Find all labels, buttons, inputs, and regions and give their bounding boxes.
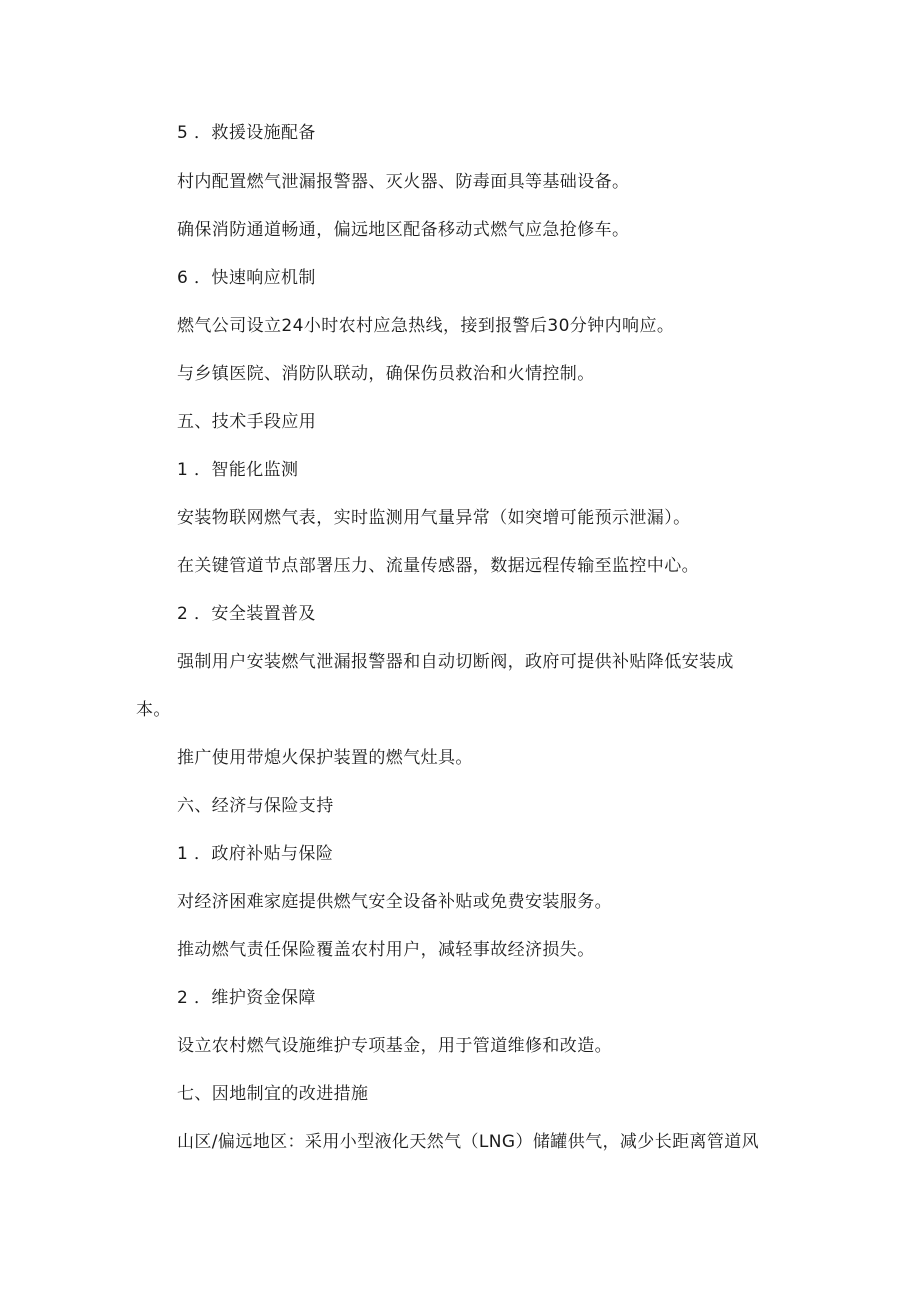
paragraph-line: 山区/偏远地区：采用小型液化天然气（LNG）储罐供气，减少长距离管道风 — [177, 1132, 760, 1152]
chapter-heading-technical-means: 五、技术手段应用 — [177, 412, 317, 432]
section-heading-safety-devices: 2 ．安全装置普及 — [177, 604, 316, 624]
section-heading-subsidy-insurance: 1 ．政府补贴与保险 — [177, 844, 334, 864]
chapter-heading-local-measures: 七、因地制宜的改进措施 — [177, 1084, 369, 1104]
chapter-heading-economic-support: 六、经济与保险支持 — [177, 796, 334, 816]
paragraph-line: 安装物联网燃气表，实时监测用气量异常（如突增可能预示泄漏）。 — [177, 508, 691, 528]
section-heading-maintenance-funds: 2 ．维护资金保障 — [177, 988, 316, 1008]
paragraph-line: 在关键管道节点部署压力、流量传感器，数据远程传输至监控中心。 — [177, 556, 699, 576]
paragraph-line-continuation: 本。 — [136, 700, 171, 720]
paragraph-line: 推动燃气责任保险覆盖农村用户，减轻事故经济损失。 — [177, 940, 595, 960]
section-heading-rapid-response: 6 ．快速响应机制 — [177, 268, 316, 288]
section-heading-smart-monitoring: 1 ．智能化监测 — [177, 460, 299, 480]
paragraph-line: 强制用户安装燃气泄漏报警器和自动切断阀，政府可提供补贴降低安装成 — [177, 652, 734, 672]
paragraph-line: 设立农村燃气设施维护专项基金，用于管道维修和改造。 — [177, 1036, 612, 1056]
paragraph-line: 对经济困难家庭提供燃气安全设备补贴或免费安装服务。 — [177, 892, 612, 912]
paragraph-line: 燃气公司设立24小时农村应急热线，接到报警后30分钟内响应。 — [177, 316, 675, 336]
paragraph-line: 村内配置燃气泄漏报警器、灭火器、防毒面具等基础设备。 — [177, 172, 630, 192]
paragraph-line: 与乡镇医院、消防队联动，确保伤员救治和火情控制。 — [177, 364, 595, 384]
section-heading-rescue-facilities: 5 ．救援设施配备 — [177, 123, 316, 143]
paragraph-line: 确保消防通道畅通，偏远地区配备移动式燃气应急抢修车。 — [177, 220, 630, 240]
paragraph-line: 推广使用带熄火保护装置的燃气灶具。 — [177, 748, 473, 768]
